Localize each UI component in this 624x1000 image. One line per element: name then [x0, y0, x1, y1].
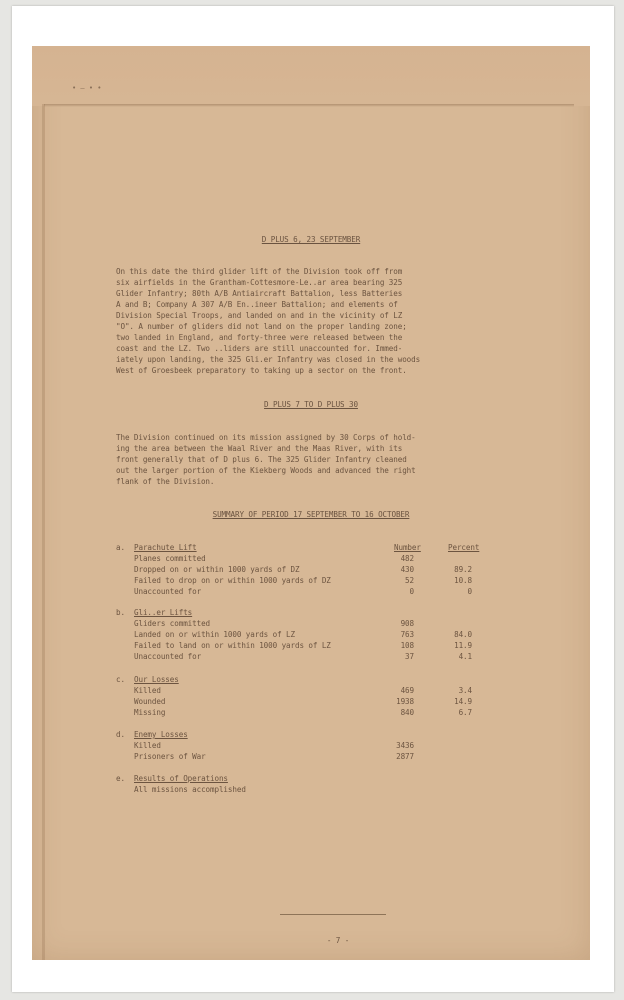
body-line: front generally that of D plus 6. The 325 Glider Infantry cleaned: [116, 455, 407, 464]
group-letter: e.: [116, 774, 125, 783]
row-percent: 4.1: [458, 652, 472, 661]
row-number: 430: [400, 565, 414, 574]
body-line: iately upon landing, the 325 Gli.er Infantry was closed in the woods: [116, 355, 421, 364]
body-line: coast and the LZ. Two ..liders are still unaccounted for. Immed-: [116, 344, 403, 353]
row-label: Gliders committed: [134, 619, 211, 628]
page-number: - 7 -: [326, 936, 350, 945]
row-label: Wounded: [134, 697, 166, 706]
corner-marks: • — • •: [72, 84, 102, 92]
row-number: 0: [409, 587, 414, 596]
group-title: Our Losses: [134, 675, 179, 684]
body-line: West of Groesbeek preparatory to taking up a sector on the front.: [116, 366, 407, 375]
row-number: 840: [400, 708, 414, 717]
body-line: Division Special Troops, and landed on and in the vicinity of LZ: [116, 311, 403, 320]
summary-table: [32, 46, 590, 946]
section-heading-d-plus-6: D PLUS 6, 23 SEPTEMBER: [261, 235, 361, 244]
row-label: Failed to land on or within 1000 yards of LZ: [134, 641, 331, 650]
row-label: Killed: [134, 686, 161, 695]
group-letter: c.: [116, 675, 125, 684]
row-label: Killed: [134, 741, 161, 750]
row-number: 908: [400, 619, 414, 628]
row-label: Planes committed: [134, 554, 206, 563]
row-label: Dropped on or within 1000 yards of DZ: [134, 565, 300, 574]
group-title: Parachute Lift: [134, 543, 197, 552]
column-header-number: Number: [394, 543, 421, 552]
row-label: Prisoners of War: [134, 752, 206, 761]
row-number: 2877: [396, 752, 414, 761]
group-letter: a.: [116, 543, 125, 552]
body-line: Glider Infantry; 80th A/B Antiaircraft Battalion, less Batteries: [116, 289, 403, 298]
row-percent: 6.7: [458, 708, 472, 717]
body-line: two landed in England, and forty-three were released between the: [116, 333, 403, 342]
row-number: 108: [400, 641, 414, 650]
row-number: 763: [400, 630, 414, 639]
body-line: out the larger portion of the Kiekberg Woods and advanced the right: [116, 466, 416, 475]
summary-heading: SUMMARY OF PERIOD 17 SEPTEMBER TO 16 OCTOBER: [212, 510, 410, 519]
body-line: The Division continued on its mission assigned by 30 Corps of hold-: [116, 433, 416, 442]
row-percent: 11.9: [454, 641, 472, 650]
body-line: six airfields in the Grantham-Cottesmore-Le..ar area bearing 325: [116, 278, 403, 287]
body-line: On this date the third glider lift of the Division took off from: [116, 267, 403, 276]
row-percent: 84.0: [454, 630, 472, 639]
body-line: ing the area between the Waal River and the Maas River, with its: [116, 444, 403, 453]
document-page: [32, 46, 590, 960]
group-letter: d.: [116, 730, 125, 739]
row-label: Landed on or within 1000 yards of LZ: [134, 630, 295, 639]
row-number: 482: [400, 554, 414, 563]
row-number: 3436: [396, 741, 414, 750]
row-label: Unaccounted for: [134, 652, 202, 661]
row-label: Unaccounted for: [134, 587, 202, 596]
row-label: All missions accomplished: [134, 785, 246, 794]
body-line: flank of the Division.: [116, 477, 215, 486]
row-percent: 0: [467, 587, 472, 596]
footer-rule: [280, 914, 386, 915]
row-number: 469: [400, 686, 414, 695]
row-percent: 89.2: [454, 565, 472, 574]
row-percent: 3.4: [458, 686, 472, 695]
row-number: 37: [405, 652, 414, 661]
row-label: Missing: [134, 708, 166, 717]
group-letter: b.: [116, 608, 125, 617]
row-percent: 14.9: [454, 697, 472, 706]
row-percent: 10.8: [454, 576, 472, 585]
body-line: A and B; Company A 307 A/B En..ineer Battalion; and elements of: [116, 300, 398, 309]
column-header-percent: Percent: [448, 543, 480, 552]
row-number: 52: [405, 576, 414, 585]
row-label: Failed to drop on or within 1000 yards of DZ: [134, 576, 331, 585]
body-line: "O". A number of gliders did not land on the proper landing zone;: [116, 322, 407, 331]
group-title: Enemy Losses: [134, 730, 188, 739]
group-title: Results of Operations: [134, 774, 228, 783]
group-title: Gli..er Lifts: [134, 608, 193, 617]
row-number: 1938: [396, 697, 414, 706]
section-heading-d-plus-7-to-30: D PLUS 7 TO D PLUS 30: [264, 400, 358, 409]
